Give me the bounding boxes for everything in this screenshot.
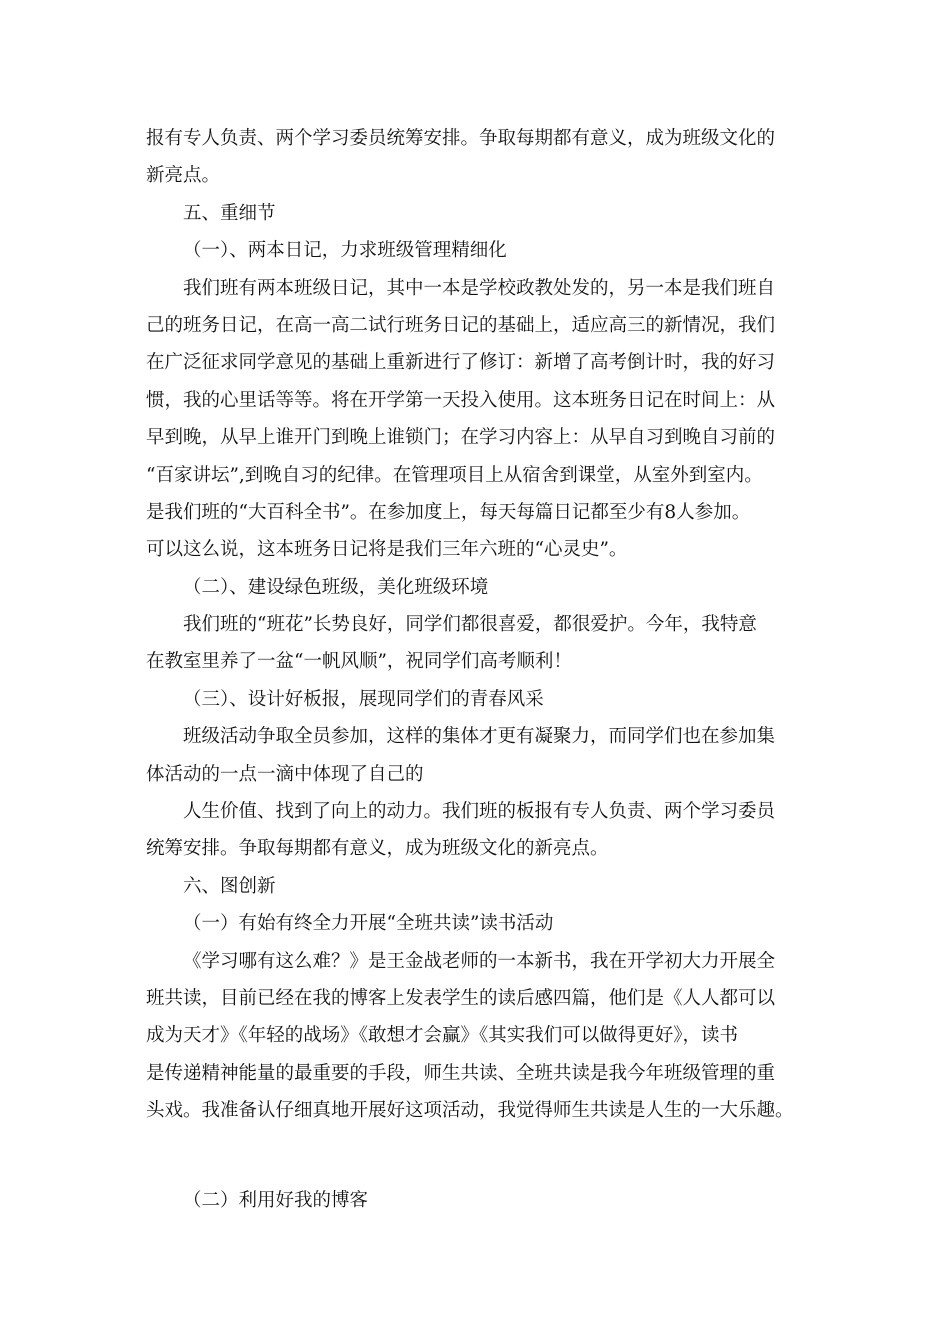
paragraph-line: 我们班的“班花”长势良好，同学们都很喜爱，都很爱护。今年，我特意 bbox=[183, 614, 757, 636]
subsection-heading: （三）、设计好板报，展现同学们的青春风采 bbox=[183, 688, 544, 710]
subsection-heading: （二）利用好我的博客 bbox=[183, 1189, 369, 1211]
paragraph-line: 在教室里养了一盆“一帆风顺”，祝同学们高考顺利！ bbox=[146, 651, 572, 673]
paragraph-line: 人生价值、找到了向上的动力。我们班的板报有专人负责、两个学习委员 bbox=[183, 801, 776, 823]
paragraph-line: 是传递精神能量的最重要的手段，师生共读、全班共读是我今年班级管理的重 bbox=[146, 1062, 776, 1084]
paragraph-line: 成为天才》《年轻的战场》《敢想才会赢》《其实我们可以做得更好》，读书 bbox=[146, 1025, 739, 1047]
paragraph-line: 可以这么说，这本班务日记将是我们三年六班的“心灵史”。 bbox=[146, 539, 628, 561]
paragraph-gap bbox=[146, 1130, 816, 1182]
paragraph-line: “百家讲坛”,到晚自习的纪律。在管理项目上从宿舍到课堂，从室外到室内。 bbox=[146, 464, 763, 486]
paragraph-line: 早到晚，从早上谁开门到晚上谁锁门；在学习内容上：从早自习到晚自习前的 bbox=[146, 427, 776, 449]
subsection-heading: （一）、两本日记，力求班级管理精细化 bbox=[183, 240, 507, 262]
subsection-heading: （一）有始有终全力开展“全班共读”读书活动 bbox=[183, 913, 554, 935]
paragraph-line: 报有专人负责、两个学习委员统筹安排。争取每期都有意义，成为班级文化的 bbox=[146, 128, 776, 149]
paragraph-line: 是我们班的“大百科全书”。在参加度上，每天每篇日记都至少有8人参加。 bbox=[146, 501, 751, 523]
subsection-heading: （二）、建设绿色班级，美化班级环境 bbox=[183, 576, 489, 598]
paragraph-line: 在广泛征求同学意见的基础上重新进行了修订：新增了高考倒计时，我的好习 bbox=[146, 352, 776, 374]
section-heading: 五、重细节 bbox=[183, 202, 276, 224]
paragraph-line: 班级活动争取全员参加，这样的集体才更有凝聚力，而同学们也在参加集 bbox=[183, 726, 776, 748]
paragraph-line: 惯，我的心里话等等。将在开学第一天投入使用。这本班务日记在时间上：从 bbox=[146, 389, 776, 411]
paragraph-line: 头戏。我准备认仔细真地开展好这项活动，我觉得师生共读是人生的一大乐趣。 bbox=[146, 1100, 794, 1122]
paragraph-line: 班共读，目前已经在我的博客上发表学生的读后感四篇，他们是《人人都可以 bbox=[146, 987, 776, 1009]
paragraph-line: 新亮点。 bbox=[146, 165, 221, 187]
paragraph-line: 我们班有两本班级日记，其中一本是学校政教处发的，另一本是我们班自 bbox=[183, 277, 776, 299]
paragraph-line: 己的班务日记，在高一高二试行班务日记的基础上，适应高三的新情况，我们 bbox=[146, 314, 776, 336]
paragraph-line: 统筹安排。争取每期都有意义，成为班级文化的新亮点。 bbox=[146, 838, 609, 860]
paragraph-line: 体活动的一点一滴中体现了自己的 bbox=[146, 763, 424, 785]
document-body bbox=[146, 120, 816, 1219]
section-heading: 六、图创新 bbox=[183, 875, 276, 897]
paragraph-line: 《学习哪有这么难？》是王金战老师的一本新书，我在开学初大力开展全 bbox=[183, 950, 776, 972]
